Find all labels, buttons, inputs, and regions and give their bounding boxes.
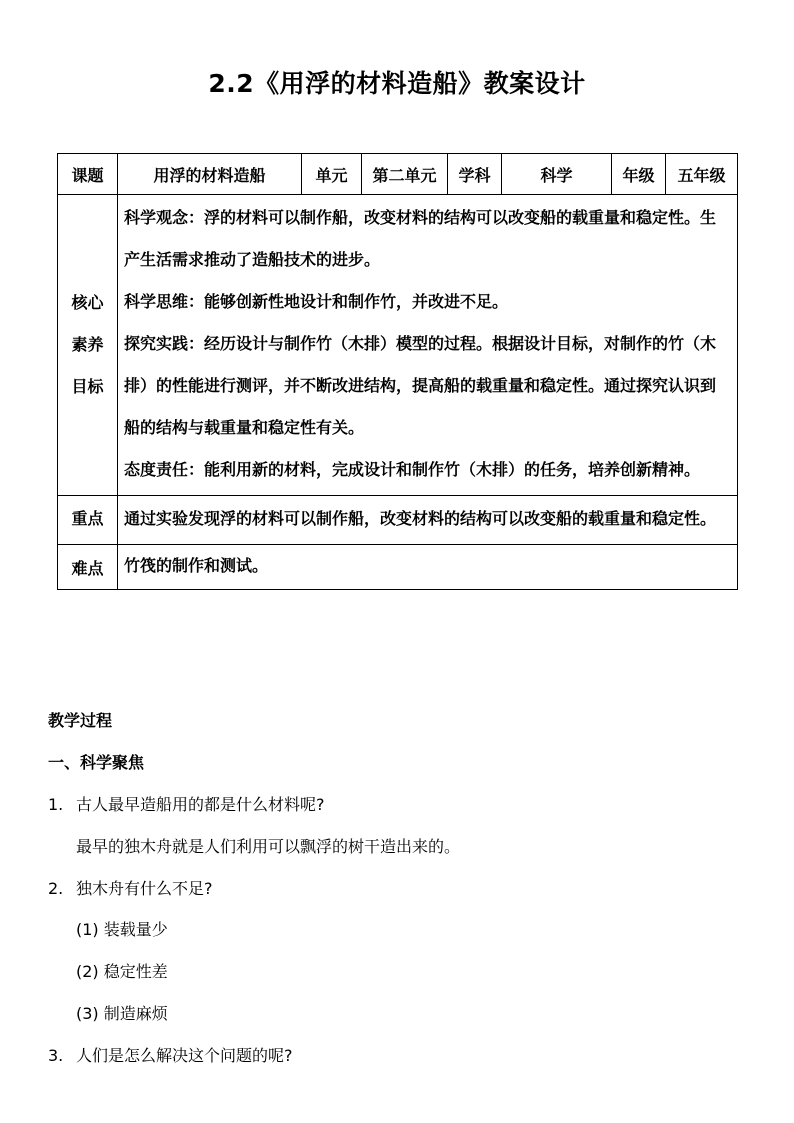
- core-goals-label: [58, 195, 118, 496]
- unit-value: 第二单元: [362, 154, 448, 195]
- sub-item: (3) 制造麻烦: [76, 1004, 168, 1023]
- list-item: [48, 1043, 293, 1066]
- section-science-focus: 一、科学聚焦: [48, 753, 145, 772]
- core-label-line: 目标: [71, 377, 104, 396]
- subject-value: 科学: [502, 154, 612, 195]
- key-points-content: 通过实验发现浮的材料可以制作船，改变材料的结构可以改变船的载重量和稳定性。: [118, 496, 738, 545]
- subject-label: 学科: [448, 154, 502, 195]
- core-label-line: 核心: [71, 293, 104, 312]
- table-row-difficulty: [58, 545, 738, 590]
- item-answer: 最早的独木舟就是人们利用可以飘浮的树干造出来的。: [76, 837, 461, 856]
- goal-paragraph-attitude: 态度责任：能利用新的材料，完成设计和制作竹（木排）的任务，培养创新精神。: [124, 460, 701, 479]
- difficulty-label: 难点: [58, 545, 118, 590]
- grade-value: 五年级: [666, 154, 738, 195]
- sub-item: (2) 稳定性差: [76, 962, 168, 981]
- list-item: [48, 876, 213, 899]
- lesson-info-table: [57, 153, 738, 590]
- topic-label: 课题: [58, 154, 118, 195]
- core-label-line: 素养: [71, 335, 104, 354]
- goal-paragraph-practice: 探究实践：经历设计与制作竹（木排）模型的过程。根据设计目标，对制作的竹（木排）的性能进行测评，并不断改进结构，提高船的载重量和稳定性。通过探究认识到船的结构与载重量和稳定性有关。: [124, 334, 717, 437]
- item-number: 1.: [48, 795, 64, 814]
- item-number: 3.: [48, 1046, 64, 1065]
- topic-value: 用浮的材料造船: [118, 154, 302, 195]
- document-title: 2.2《用浮的材料造船》教案设计: [208, 69, 586, 98]
- table-row-key-points: [58, 496, 738, 545]
- item-text: 人们是怎么解决这个问题的呢?: [76, 1046, 293, 1065]
- core-goals-content: [118, 195, 738, 496]
- item-text: 古人最早造船用的都是什么材料呢?: [76, 795, 325, 814]
- table-row-basic-info: [58, 154, 738, 195]
- item-number: 2.: [48, 879, 64, 898]
- grade-label: 年级: [612, 154, 666, 195]
- goal-paragraph-thinking: 科学思维：能够创新性地设计和制作竹，并改进不足。: [124, 292, 509, 311]
- difficulty-content: 竹筏的制作和测试。: [118, 545, 738, 590]
- table-row-core-goals: [58, 195, 738, 496]
- key-points-label: 重点: [58, 496, 118, 545]
- list-item: [48, 792, 325, 815]
- teaching-process-heading: 教学过程: [48, 711, 113, 730]
- item-text: 独木舟有什么不足?: [76, 879, 213, 898]
- sub-item: (1) 装载量少: [76, 920, 168, 939]
- goal-paragraph-concept: 科学观念：浮的材料可以制作船，改变材料的结构可以改变船的载重量和稳定性。生产生活需求推动了造船技术的进步。: [124, 208, 717, 269]
- unit-label: 单元: [302, 154, 362, 195]
